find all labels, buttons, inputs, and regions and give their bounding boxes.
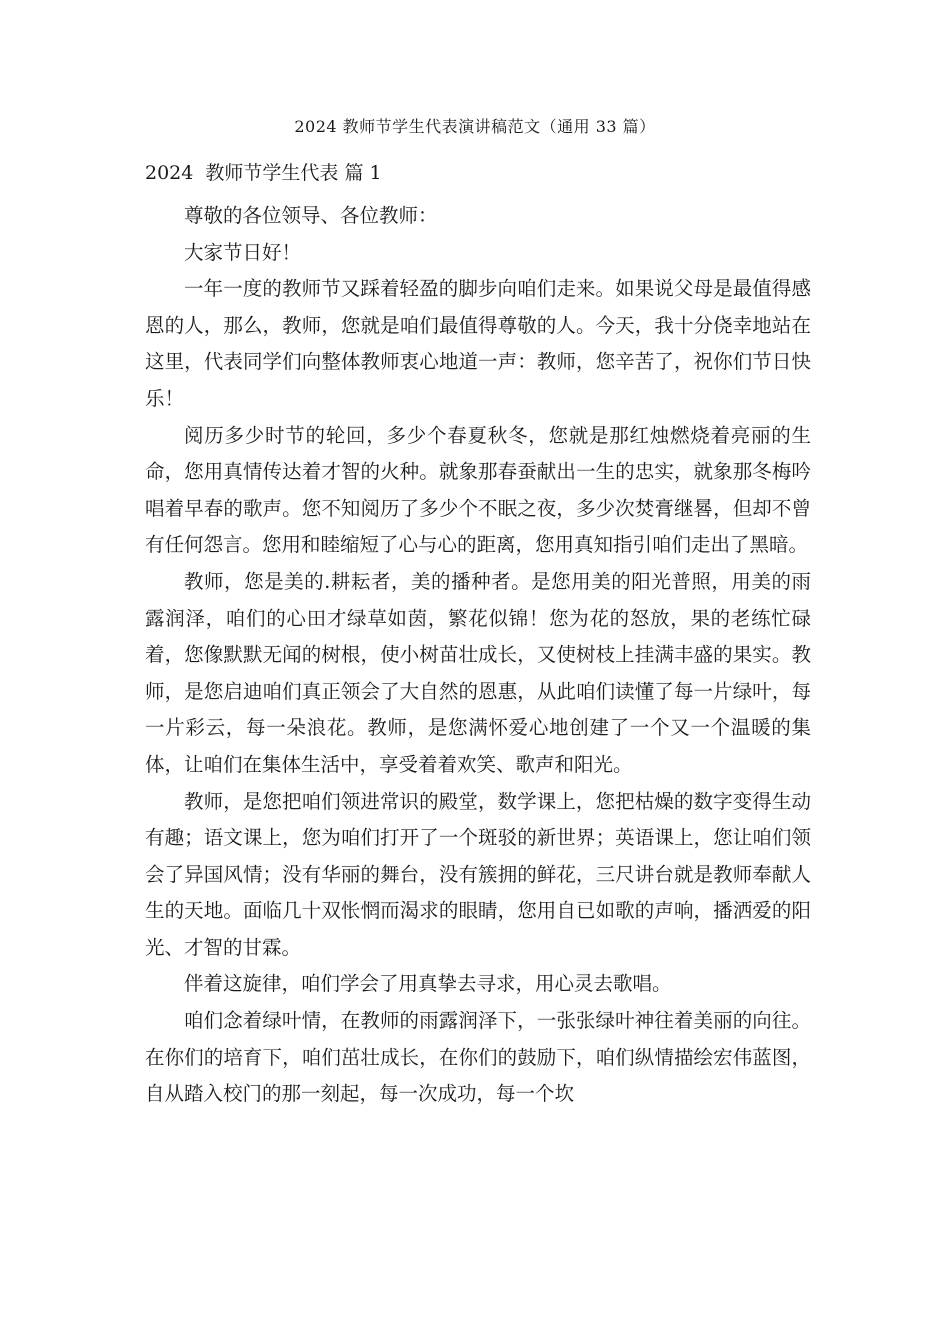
salutation: 尊敬的各位领导、各位教师： [184, 204, 438, 227]
document-title: 2024 教师节学生代表演讲稿范文（通用 33 篇） [294, 117, 656, 136]
greeting: 大家节日好！ [184, 240, 302, 264]
section-heading: 2024 教师节学生代表 篇 1 [145, 162, 382, 184]
body-paragraph: 阅历多少时节的轮回，多少个春夏秋冬，您就是那红烛燃烧着亮丽的生命，您用真情传达着才智的火种。就象那春蚕献出一生的忠实，就象那冬梅吟唱着早春的歌声。您不知阅历了多少个不眠之夜，多少次焚膏继晷，但却不曾有任何怨言。您用和睦缩短了心与心的距离，您用真知指引咱们走出了黑暗。 [145, 423, 811, 557]
body-paragraph: 一年一度的教师节又踩着轻盈的脚步向咱们走来。如果说父母是最值得感恩的人，那么，教师，您就是咱们最值得尊敬的人。今天，我十分侥幸地站在这里，代表同学们向整体教师衷心地道一声：教师，您辛苦了，祝你们节日快乐！ [145, 277, 811, 410]
body-paragraph: 咱们念着绿叶情，在教师的雨露润泽下，一张张绿叶神往着美丽的向往。在你们的培育下，咱们茁壮成长，在你们的鼓励下，咱们纵情描绘宏伟蓝图，自从踏入校门的那一刻起，每一次成功，每一个坎 [145, 1009, 811, 1106]
body-paragraph: 伴着这旋律，咱们学会了用真挚去寻求，用心灵去歌唱。 [184, 972, 672, 996]
body-paragraph: 教师，您是美的.耕耘者，美的播种者。是您用美的阳光普照，用美的雨露润泽，咱们的心田才绿草如茵，繁花似锦！您为花的怒放，果的老练忙碌着，您像默默无闻的树根，使小树苗壮成长，又使树枝上挂满丰盛的果实。教师，是您启迪咱们真正领会了大自然的恩惠，从此咱们读懂了每一片绿叶，每一片彩云，每一朵浪花。教师，是您满怀爱心地创建了一个又一个温暖的集体，让咱们在集体生活中，享受着着欢笑、歌声和阳光。 [145, 569, 811, 776]
speech-body [145, 198, 811, 1113]
body-paragraph: 教师，是您把咱们领进常识的殿堂，数学课上，您把枯燥的数字变得生动有趣；语文课上，您为咱们打开了一个斑驳的新世界；英语课上，您让咱们领会了异国风情；没有华丽的舞台，没有簇拥的鲜花，三尺讲台就是教师奉献人生的天地。面临几十双怅惘而渴求的眼睛，您用自已如歌的声响，播洒爱的阳光、才智的甘霖。 [145, 789, 811, 959]
